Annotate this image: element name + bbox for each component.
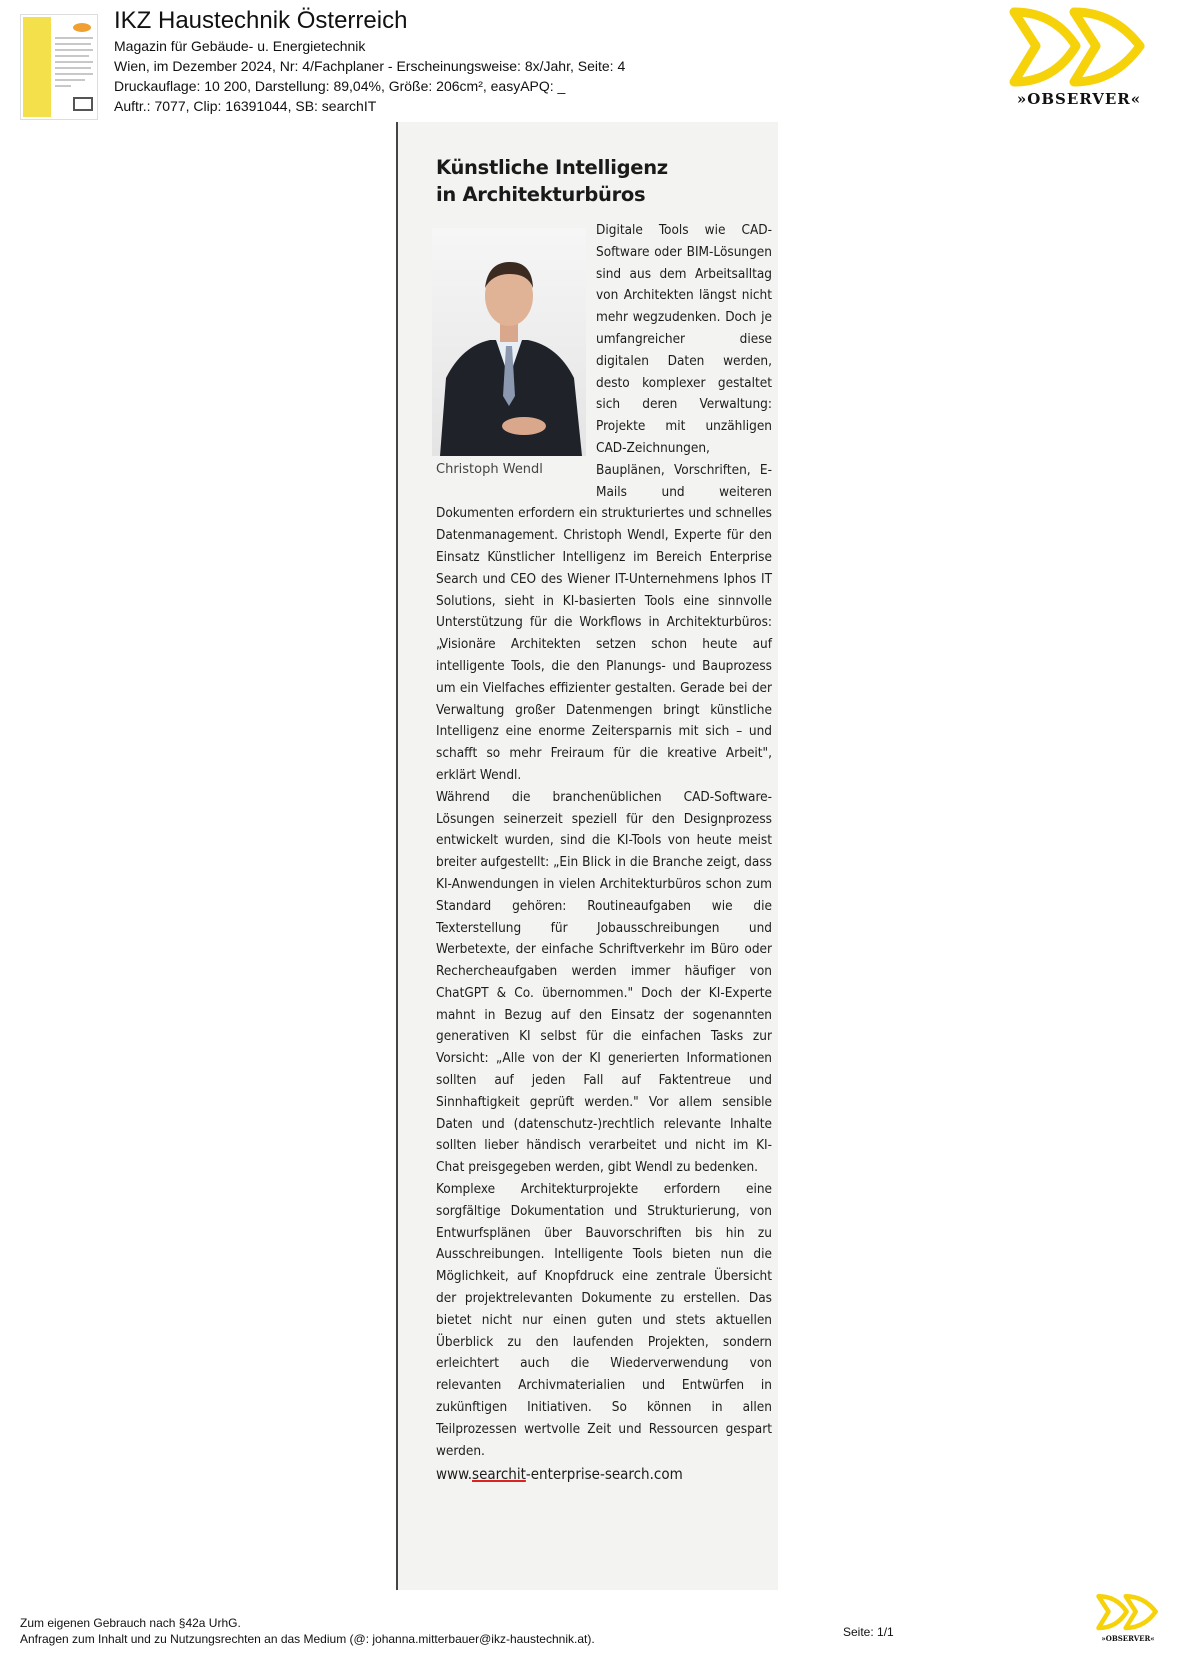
footer-notice <box>20 1615 595 1647</box>
url-suffix: -enterprise-search.com <box>525 1465 683 1484</box>
article-body <box>436 220 772 1486</box>
print-info: Druckauflage: 10 200, Darstellung: 89,04%, Größe: 206cm², easyAPQ: _ <box>114 78 566 94</box>
headline-line-1: Künstliche Intelligenz <box>436 156 668 179</box>
paragraph-3: Komplexe Architekturprojekte erfordern eine sorgfältige Dokumentation und Strukturierung, von Entwurfsplänen über Bauvorschriften bis hin zu Ausschreibungen. Intelligente Tools bieten nun die Möglichkeit, auf Knopfdruck eine zentrale Übersicht der projektrelevanten Dokumente zu erstellen. Das bietet nicht nur einen guten und stets aktuellen Überblick zu den laufenden Projekten, sondern erleichtert auch die Wiederverwendung von relevanten Archivmaterialien und Entwürfen in zukünftigen Initiativen. So können in allen Teilprozessen wertvolle Zeit und Ressourcen gespart werden. <box>436 1181 772 1459</box>
url-highlight: searchit <box>472 1465 526 1484</box>
issue-info: Wien, im Dezember 2024, Nr: 4/Fachplaner - Erscheinungsweise: 8x/Jahr, Seite: 4 <box>114 58 626 74</box>
paragraph-1: Digitale Tools wie CAD-Software oder BIM-Lösungen sind aus dem Arbeitsalltag von Architekten längst nicht mehr wegzudenken. Doch je umfangreicher diese digitalen Daten werden, desto komplexer gestaltet sich deren Verwaltung: Projekte mit unzähligen CAD-Zeichnungen, Bauplänen, Vorschriften, E-Mails und weiteren Dokumenten erfordern ein strukturiertes und schnelles Datenmanagement. Christoph Wendl, Experte für den Einsatz Künstlicher Intelligenz im Bereich Enterprise Search und CEO des Wiener IT-Unternehmens Iphos IT Solutions, sieht in KI-basierten Tools eine sinnvolle Unterstützung für die Workflows in Architekturbüros: „Visionäre Architekten setzen schon heute auf intelligente Tools, die den Planungs- und Bauprozess um ein Vielfaches effizienter gestalten. Gerade bei der Verwaltung großer Datenmengen bringt künstliche Intelligenz eine enorme Zeitersparnis mit sich – und schafft so mehr Freiraum für die kreative Arbeit", erklärt Wendl. <box>436 222 772 783</box>
page-thumbnail <box>20 14 98 120</box>
double-chevron-small-icon <box>1094 1592 1162 1634</box>
website-link[interactable] <box>436 1464 772 1486</box>
publication-title: IKZ Haustechnik Österreich <box>114 7 408 34</box>
photo-caption: Christoph Wendl <box>436 462 543 477</box>
clip-header <box>114 6 625 116</box>
order-info: Auftr.: 7077, Clip: 16391044, SB: searchIT <box>114 98 377 114</box>
double-chevron-icon <box>1004 4 1154 94</box>
paragraph-2: Während die branchenüblichen CAD-Software-Lösungen seinerzeit speziell für den Designprozess entwickelt wurden, sind die KI-Tools von heute meist breiter aufgestellt: „Ein Blick in die Branche zeigt, dass KI-Anwendungen in vielen Architekturbüros schon zum Standard gehören: Routineaufgaben wie die Texterstellung für Jobausschreibungen und Werbetexte, der einfache Schriftverkehr im Büro oder Rechercheaufgaben werden immer häufiger von ChatGPT & Co. übernommen." Doch der KI-Experte mahnt in Bezug auf den Einsatz der sogenannten generativen KI selbst für die einfachen Tasks zur Vorsicht: „Alle von der KI generierten Informationen sollten auf jeden Fall auf Faktentreue und Sinnhaftigkeit geprüft werden." Vor allem sensible Daten und (datenschutz-)rechtlich relevante Inhalte sollten lieber händisch verarbeitet und nicht im KI-Chat preisgegeben werden, gibt Wendl zu bedenken. <box>436 788 772 1176</box>
footer-logo-text: »OBSERVER« <box>1101 1634 1155 1643</box>
headline-line-2: in Architekturbüros <box>436 183 646 206</box>
observer-logo-text: »OBSERVER« <box>1016 90 1142 108</box>
article-headline <box>436 154 766 208</box>
footer-copyright: Zum eigenen Gebrauch nach §42a UrhG. <box>20 1616 241 1630</box>
publication-subtitle: Magazin für Gebäude- u. Energietechnik <box>114 38 366 54</box>
article-clipping <box>396 122 778 1590</box>
page-number: Seite: 1/1 <box>843 1625 894 1639</box>
url-prefix: www. <box>436 1465 473 1484</box>
footer-contact: Anfragen zum Inhalt und zu Nutzungsrechten an das Medium (@: johanna.mitterbauer@ikz-haustechnik.at). <box>20 1632 595 1646</box>
